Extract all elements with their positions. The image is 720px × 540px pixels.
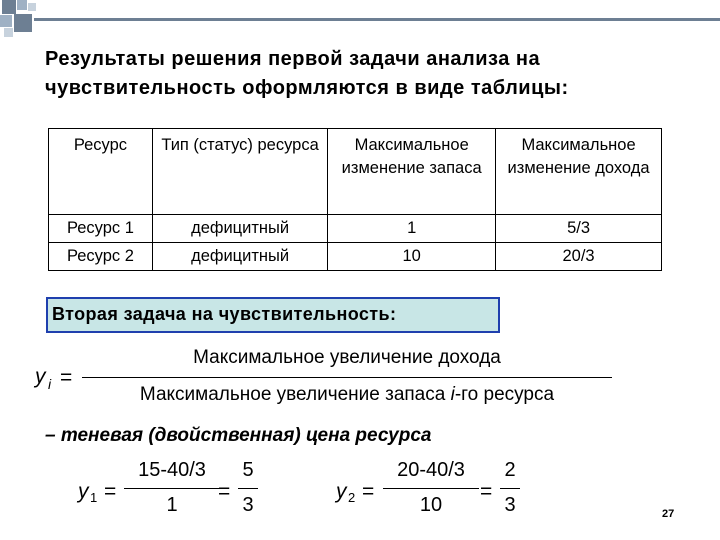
fraction-bar bbox=[383, 488, 479, 489]
table-cell: 20/3 bbox=[496, 243, 662, 271]
table-row bbox=[49, 243, 662, 271]
denominator-var: i bbox=[450, 384, 455, 405]
slide-title: Результаты решения первой задачи анализа на чувствительность оформляются в виде таблицы: bbox=[45, 48, 569, 99]
page-number: 27 bbox=[662, 508, 675, 520]
example-den: 3 bbox=[504, 494, 516, 516]
example-den: 10 bbox=[419, 494, 443, 516]
example-den: 1 bbox=[166, 494, 178, 516]
corner-square-2 bbox=[17, 0, 27, 10]
table-header: Максимальное изменение запаса bbox=[328, 129, 496, 215]
shadow-price-text: – теневая (двойственная) цена ресурса bbox=[45, 425, 432, 446]
formula-eq: = bbox=[60, 366, 73, 389]
table-cell: 1 bbox=[328, 215, 496, 243]
example-den: 3 bbox=[242, 494, 254, 516]
corner-square-6 bbox=[28, 3, 36, 11]
sensitivity-table bbox=[48, 128, 662, 271]
formula-var: y bbox=[35, 365, 46, 388]
example-eq: = bbox=[104, 480, 117, 503]
example-num: 5 bbox=[242, 459, 254, 481]
example-num: 2 bbox=[504, 459, 516, 481]
table-cell: дефицитный bbox=[152, 215, 327, 243]
table-header: Максимальное изменение дохода bbox=[496, 129, 662, 215]
table-header-row bbox=[49, 129, 662, 215]
example-sub: 2 bbox=[348, 490, 356, 505]
example-eq: = bbox=[362, 480, 375, 503]
fraction-bar bbox=[82, 377, 612, 378]
formula-denominator bbox=[82, 384, 612, 406]
second-task-box: Вторая задача на чувствительность: bbox=[46, 297, 500, 333]
example-var: y bbox=[336, 480, 347, 503]
table-cell: 5/3 bbox=[496, 215, 662, 243]
table-cell: Ресурс 1 bbox=[49, 215, 153, 243]
denominator-suffix: -го ресурса bbox=[454, 384, 555, 405]
formula-sub: i bbox=[48, 376, 52, 392]
corner-square-3 bbox=[0, 15, 12, 27]
example-num: 15-40/3 bbox=[138, 459, 206, 481]
fraction-bar bbox=[124, 488, 220, 489]
example-num: 20-40/3 bbox=[397, 459, 465, 481]
title-rule bbox=[34, 18, 720, 21]
table-header: Тип (статус) ресурса bbox=[152, 129, 327, 215]
table-cell: дефицитный bbox=[152, 243, 327, 271]
corner-square-4 bbox=[14, 14, 32, 32]
fraction-bar bbox=[238, 488, 258, 489]
denominator-text: Максимальное увеличение запаса bbox=[139, 384, 451, 405]
example-eq: = bbox=[480, 480, 493, 503]
example-sub: 1 bbox=[90, 490, 98, 505]
example-eq: = bbox=[218, 480, 231, 503]
table-cell: Ресурс 2 bbox=[49, 243, 153, 271]
table-cell: 10 bbox=[328, 243, 496, 271]
corner-square-1 bbox=[2, 0, 16, 14]
table-header: Ресурс bbox=[49, 129, 153, 215]
corner-square-5 bbox=[4, 28, 13, 37]
table-row bbox=[49, 215, 662, 243]
example-var: y bbox=[78, 480, 89, 503]
fraction-bar bbox=[500, 488, 520, 489]
formula-numerator: Максимальное увеличение дохода bbox=[193, 347, 501, 368]
